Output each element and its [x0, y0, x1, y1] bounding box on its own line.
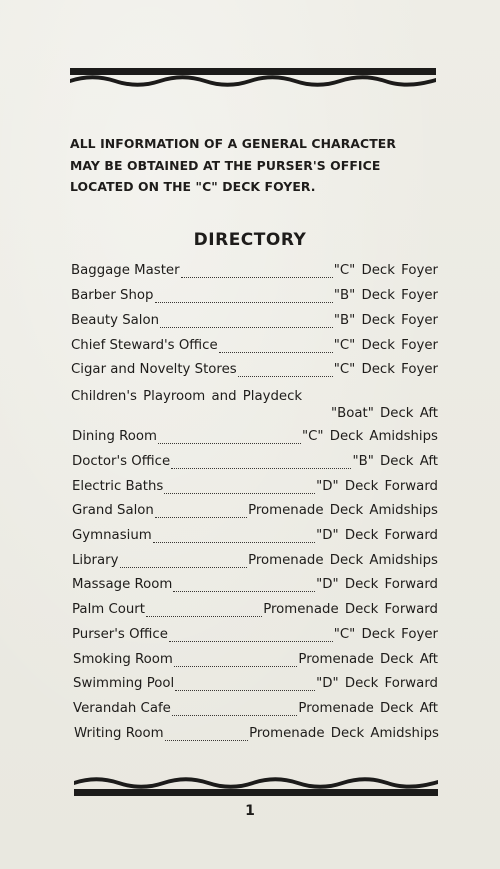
dot-leader — [155, 302, 333, 303]
entry-location: "C" Deck Amidships — [301, 429, 438, 444]
entry-name: Grand Salon — [72, 503, 154, 518]
dot-leader — [153, 542, 315, 543]
entry-location: "C" Deck Foyer — [333, 627, 438, 642]
entry-name: Smoking Room — [73, 652, 173, 667]
entry-name: Electric Baths — [72, 479, 164, 494]
dot-leader — [169, 641, 333, 642]
entry-location: Promenade Deck Amidships — [248, 553, 438, 568]
entry-location: "D" Deck Forward — [316, 577, 438, 592]
directory-entry — [72, 528, 438, 548]
entry-location: Promenade Deck Aft — [298, 652, 438, 667]
dot-leader — [175, 690, 315, 691]
entry-name: Doctor's Office — [72, 454, 171, 469]
entry-location: "B" Deck Foyer — [333, 288, 438, 303]
entry-name: Writing Room — [74, 726, 164, 741]
entry-location: "D" Deck Forward — [316, 676, 438, 691]
dot-leader — [171, 468, 351, 469]
directory-title: DIRECTORY — [193, 230, 307, 250]
entry-name: Library — [72, 553, 119, 568]
dot-leader — [174, 666, 298, 667]
directory-entry — [72, 479, 438, 499]
page-number: 1 — [245, 803, 255, 819]
dot-leader — [165, 740, 248, 741]
wave-divider-bottom — [74, 776, 438, 798]
directory-entry — [72, 577, 438, 597]
entry-name: Massage Room — [72, 577, 173, 592]
entry-name: Swimming Pool — [73, 676, 175, 691]
notice-line: LOCATED ON THE "C" DECK FOYER. — [70, 179, 316, 194]
entry-location: "C" Deck Foyer — [333, 263, 438, 278]
dot-leader — [120, 567, 248, 568]
directory-entry — [72, 503, 438, 523]
directory-entry — [72, 429, 438, 449]
directory-entry — [71, 288, 438, 308]
directory-entry — [71, 263, 438, 283]
directory-entry — [72, 553, 438, 573]
directory-entry — [72, 627, 438, 647]
dot-leader — [158, 443, 301, 444]
entry-location: Promenade Deck Forward — [263, 602, 438, 617]
directory-entry — [71, 313, 438, 333]
entry-name: Dining Room — [72, 429, 158, 444]
entry-location: "C" Deck Foyer — [333, 362, 438, 377]
entry-location: Promenade Deck Amidships — [248, 503, 438, 518]
entry-location: "B" Deck Foyer — [333, 313, 438, 328]
entry-location: "B" Deck Aft — [352, 454, 438, 469]
dot-leader — [164, 493, 315, 494]
entry-name: Cigar and Novelty Stores — [71, 362, 237, 377]
directory-entry — [72, 602, 438, 622]
entry-name: Gymnasium — [72, 528, 152, 543]
directory-entry — [73, 676, 438, 696]
entry-location: "D" Deck Forward — [316, 479, 438, 494]
directory-entry — [74, 726, 439, 746]
entry-name: Chief Steward's Office — [71, 338, 218, 353]
dot-leader — [160, 327, 333, 328]
directory-entry — [71, 338, 438, 358]
entry-name: Beauty Salon — [71, 313, 160, 328]
entry-name: Baggage Master — [71, 263, 180, 278]
dot-leader — [238, 376, 333, 377]
directory-entry — [71, 362, 438, 382]
dot-leader — [146, 616, 262, 617]
entry-name: Purser's Office — [72, 627, 168, 642]
notice-line: MAY BE OBTAINED AT THE PURSER'S OFFICE — [70, 157, 381, 173]
entry-name: Barber Shop — [71, 288, 154, 303]
dot-leader — [155, 517, 247, 518]
entry-name: Verandah Cafe — [73, 701, 171, 716]
notice-line: ALL INFORMATION OF A GENERAL CHARACTER — [70, 136, 397, 151]
dot-leader — [181, 277, 333, 278]
entry-name: Palm Court — [72, 602, 145, 617]
entry-location: "Boat" Deck Aft — [330, 406, 438, 421]
entry-location: Promenade Deck Aft — [298, 701, 438, 716]
entry-location: Promenade Deck Amidships — [249, 726, 439, 741]
dot-leader — [219, 352, 333, 353]
entry-name: Children's Playroom and Playdeck — [71, 389, 303, 404]
directory-entry — [73, 701, 438, 721]
directory-entry — [72, 454, 438, 474]
entry-location: "C" Deck Foyer — [333, 338, 438, 353]
directory-entry — [73, 652, 438, 672]
entry-location: "D" Deck Forward — [316, 528, 438, 543]
dot-leader — [172, 715, 298, 716]
dot-leader — [173, 591, 315, 592]
